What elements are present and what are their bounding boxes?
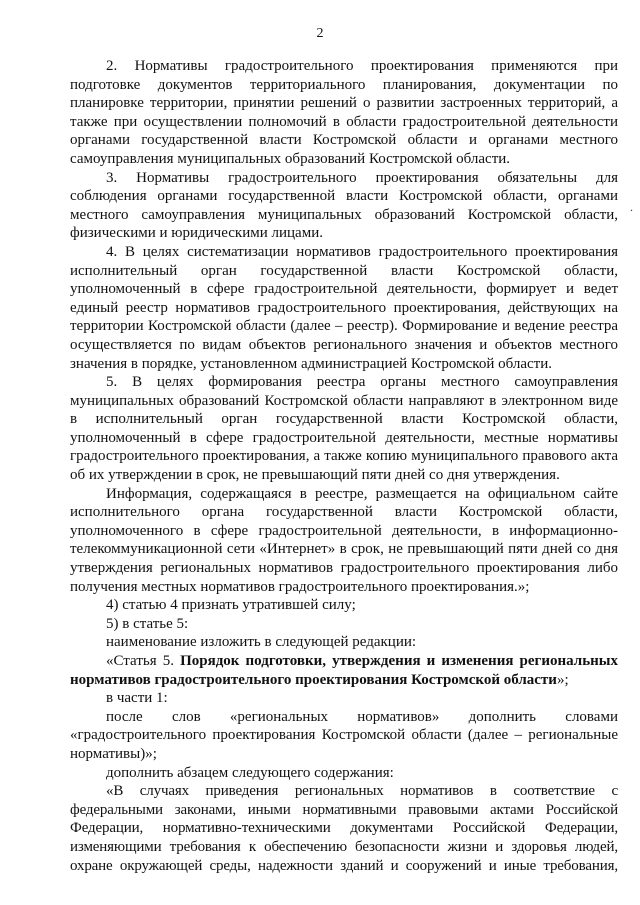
paragraph-item-3: 3. Нормативы градостроительного проектирования обязательны для соблюдения органами государственной власти Костромской области, органами местного самоуправления муниципальных образований Костромской области, физическими и юридическими лицами. (70, 169, 618, 242)
paragraph-amend-5: 5) в статье 5: (106, 615, 189, 632)
paragraph-part-1: в части 1: (106, 690, 168, 707)
paragraph-quote-start: «В случаях приведения региональных нормативов в соответствие с федеральными законами, иными нормативными правовыми актами Российской Федерации, нормативно-техническими документами Российской Федерации, изменяющими требования к обеспечению безопасности жизни и здоровья людей, охране окружающей среды, надежности зданий и сооружений и иные требования, (70, 783, 618, 874)
paragraph-add-clause: дополнить абзацем следующего содержания: (106, 764, 394, 781)
paragraph-item-2: 2. Нормативы градостроительного проектирования применяются при подготовке документов территориального планирования, документации по планировке территории, принятии решений о развитии застроенных территорий, а также при осуществлении полномочий в области градостроительной деятельности органами государственной власти Костромской области и органами местного самоуправления муниципальных образований Костромской области. (70, 58, 618, 167)
paragraph-registry-info: Информация, содержащаяся в реестре, размещается на официальном сайте исполнительного органа государственной власти Костромской области, уполномоченного в сфере градостроительной деятельности, в информационно-телекоммуникационной сети «Интернет» в срок, не превышающий пяти дней со дня утверждения региональных нормативов градостроительного проектирования либо получения местных нормативов градостроительного проектирования.»; (70, 485, 618, 595)
page-number: 2 (316, 26, 324, 41)
paragraph-amend-4: 4) статью 4 признать утратившей силу; (106, 597, 356, 614)
article-heading-bold: Порядок подготовки, утверждения и изменения региональных нормативов градостроительного проектирования Костромской области (70, 653, 618, 688)
margin-dot: . (630, 200, 633, 214)
document-body (70, 57, 618, 875)
paragraph-after-words: после слов «региональных нормативов» дополнить словами «градостроительного проектирования Костромской области (далее – региональные нормативы)»; (70, 708, 618, 762)
paragraph-title-instruction: наименование изложить в следующей редакции: (106, 634, 417, 651)
article-heading-suffix: »; (556, 671, 569, 688)
article-heading (70, 652, 618, 689)
paragraph-item-5: 5. В целях формирования реестра органы местного самоуправления муниципальных образований Костромской области направляют в электронном виде в исполнительный орган государственной власти Костромской области, уполномоченный в сфере градостроительной деятельности, местные нормативы градостроительного проектирования, а также копию муниципального правового акта об их утверждении в срок, не превышающий пяти дней со дня утверждения. (70, 374, 618, 484)
paragraph-item-4: 4. В целях систематизации нормативов градостроительного проектирования исполнительный орган государственной власти Костромской области, уполномоченный в сфере градостроительной деятельности, формирует и ведет единый реестр нормативов градостроительного проектирования, действующих на территории Костромской области (далее – реестр). Формирование и ведение реестра осуществляется по видам объектов регионального значения и объектов местного значения в порядке, установленном администрацией Костромской области. (70, 243, 618, 372)
article-heading-prefix: «Статья 5. (106, 653, 181, 669)
